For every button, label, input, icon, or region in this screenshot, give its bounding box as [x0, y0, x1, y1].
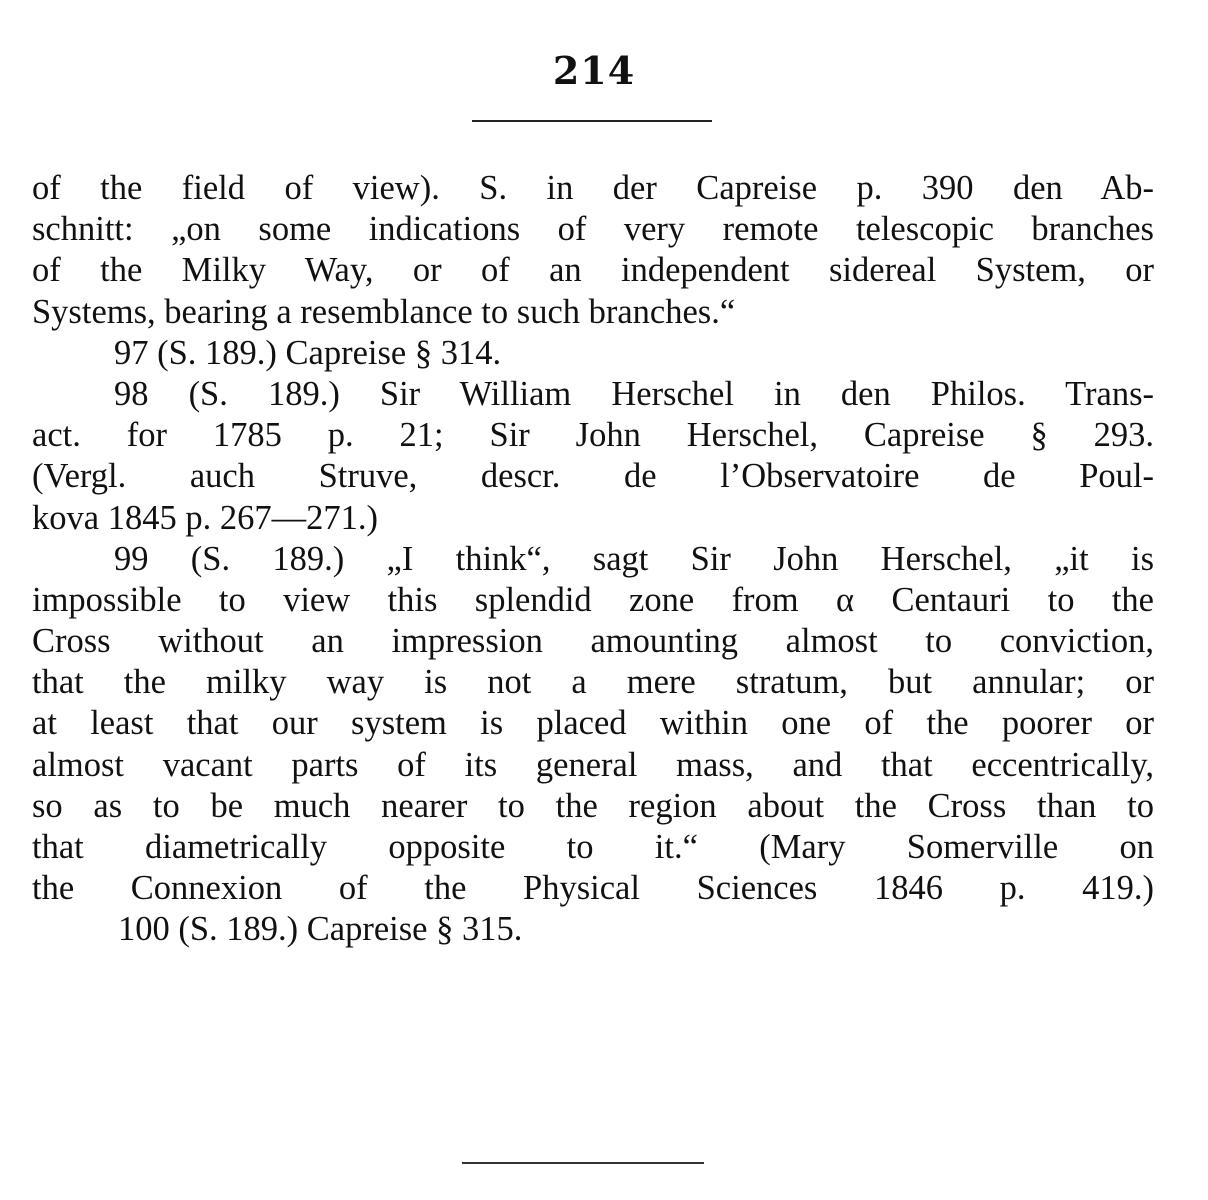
footnote-100: 100 (S. 189.) Capreise § 315. — [118, 910, 523, 949]
text-line: kova 1845 p. 267—271.) — [32, 498, 378, 537]
text-line: schnitt: „on some indications of very remote telescopic branches — [32, 210, 1154, 249]
text-line: of the Milky Way, or of an independent sidereal System, or — [32, 251, 1154, 290]
header-rule — [472, 120, 712, 122]
footnote-97: 97 (S. 189.) Capreise § 314. — [114, 333, 502, 372]
footnote-99: 99 (S. 189.) „I think“, sagt Sir John Herschel, „it is — [114, 539, 1154, 578]
text-line: (Vergl. auch Struve, descr. de l’Observatoire de Poul- — [32, 457, 1154, 496]
text-line: of the field of view). S. in der Capreise p. 390 den Ab- — [32, 169, 1154, 207]
page-number: 214 — [552, 48, 636, 93]
text-line: that diametrically opposite to it.“ (Mary Somerville on — [32, 828, 1154, 866]
text-line: act. for 1785 p. 21; Sir John Herschel, Capreise § 293. — [32, 416, 1154, 455]
footnote-text — [32, 168, 1154, 951]
footer-rule — [462, 1162, 704, 1164]
text-line: at least that our system is placed within one of the poorer or — [32, 704, 1154, 743]
text-line: Systems, bearing a resemblance to such branches.“ — [32, 292, 736, 331]
text-line: the Connexion of the Physical Sciences 1846 p. 419.) — [32, 869, 1154, 908]
text-line: impossible to view this splendid zone from α Centauri to the — [32, 580, 1154, 619]
text-line: so as to be much nearer to the region about the Cross than to — [32, 786, 1154, 825]
text-line: that the milky way is not a mere stratum, but annular; or — [32, 663, 1154, 702]
text-line: Cross without an impression amounting almost to conviction, — [32, 622, 1154, 661]
text-line: almost vacant parts of its general mass, and that eccentrically, — [32, 745, 1154, 784]
footnote-98: 98 (S. 189.) Sir William Herschel in den Philos. Trans- — [114, 374, 1154, 413]
